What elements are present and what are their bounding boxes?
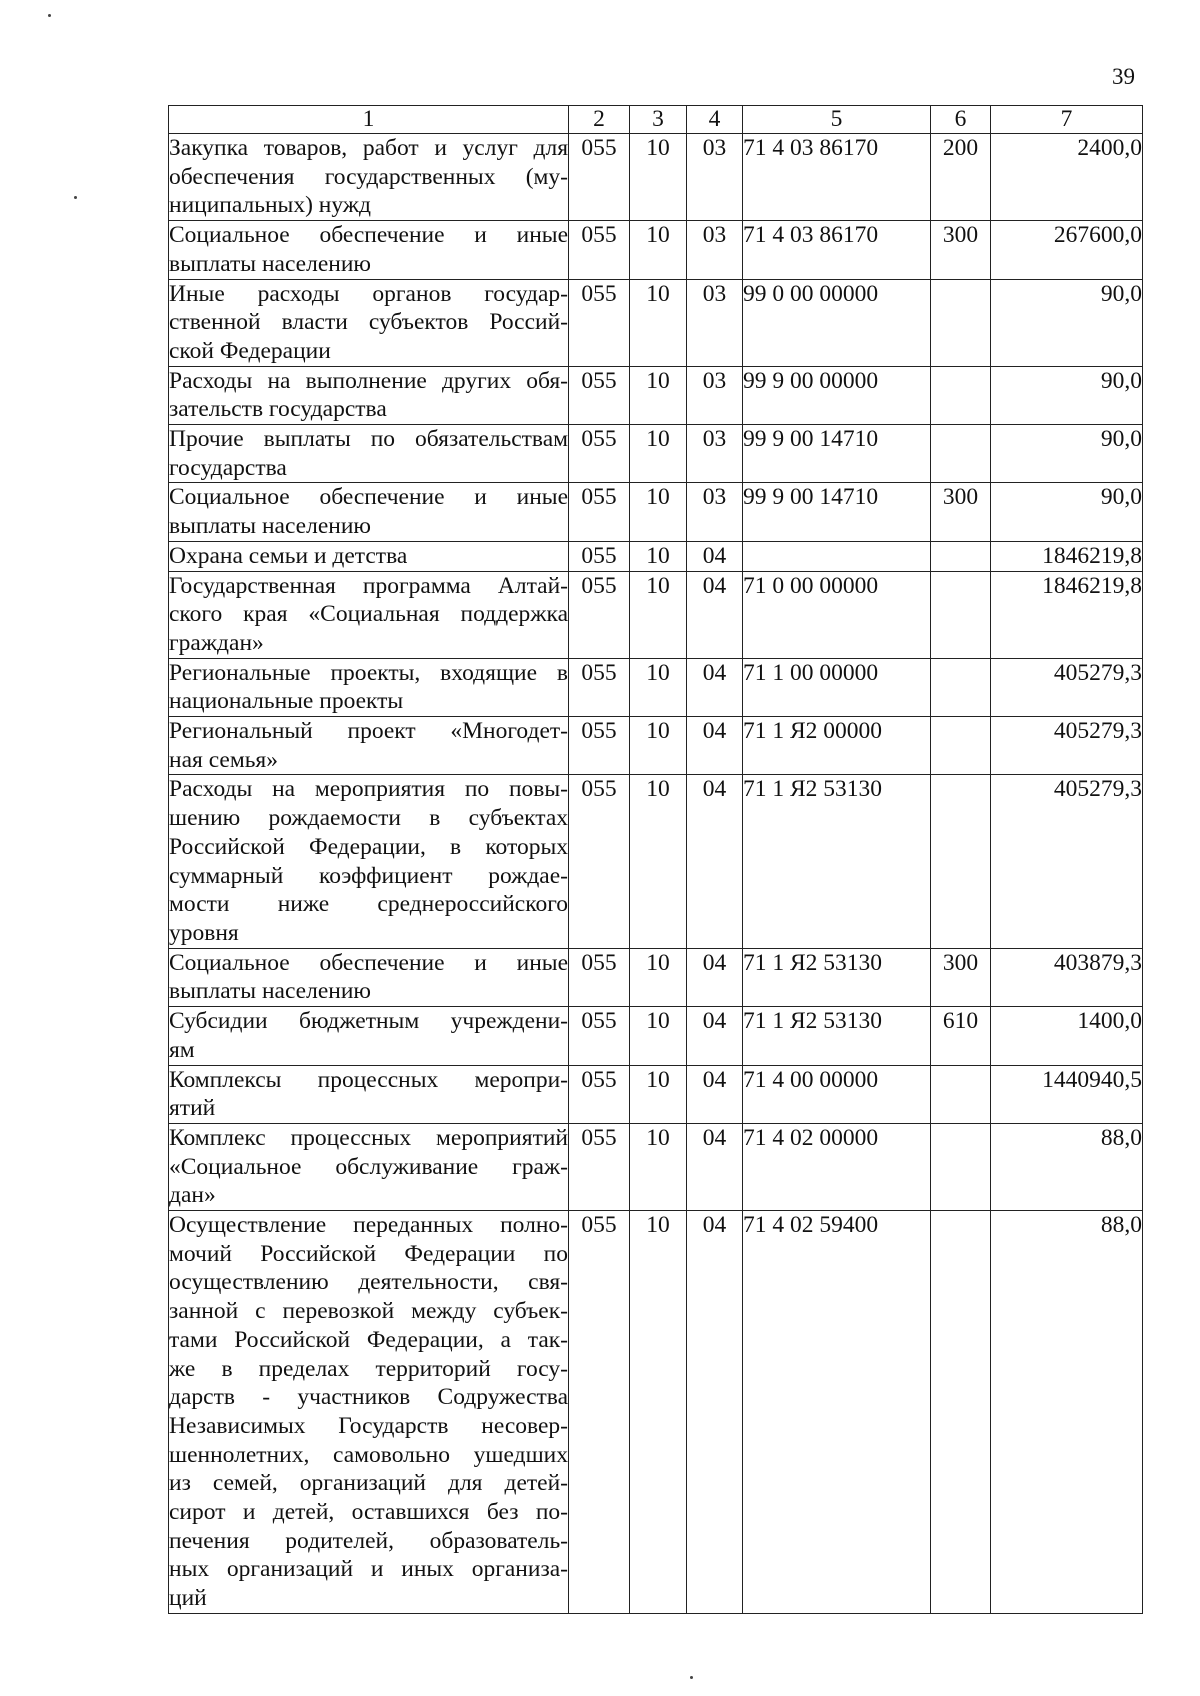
cell-target-article: 71 1 00 00000 [743, 658, 931, 716]
cell-section: 10 [630, 134, 687, 221]
column-header: 7 [991, 106, 1143, 134]
item-name-line: занной с перевозкой между субъек- [169, 1298, 568, 1325]
cell-expense-type: 200 [931, 134, 991, 221]
table-row [169, 483, 1143, 541]
cell-section: 10 [630, 658, 687, 716]
item-name-line: ная семья» [169, 746, 278, 773]
cell-item-name [169, 775, 569, 948]
cell-subsection: 04 [687, 717, 743, 775]
cell-amount: 90,0 [991, 366, 1143, 424]
item-name-line: суммарный коэффициент рождае- [169, 862, 568, 889]
cell-amount: 88,0 [991, 1123, 1143, 1210]
item-name-line: Иные расходы органов государ- [169, 280, 568, 307]
cell-target-article: 71 4 02 59400 [743, 1211, 931, 1614]
cell-subsection: 04 [687, 541, 743, 571]
cell-section: 10 [630, 425, 687, 483]
table-row [169, 279, 1143, 366]
cell-amount: 267600,0 [991, 221, 1143, 279]
cell-target-article: 99 9 00 14710 [743, 425, 931, 483]
cell-expense-type [931, 1211, 991, 1614]
cell-amount: 88,0 [991, 1211, 1143, 1614]
cell-grbs: 055 [569, 134, 630, 221]
item-name-line: из семей, организаций для детей- [169, 1470, 568, 1497]
cell-subsection: 03 [687, 279, 743, 366]
item-name-line: Независимых Государств несовер- [169, 1412, 568, 1439]
item-name-line: уровня [169, 919, 239, 946]
cell-expense-type: 300 [931, 948, 991, 1006]
table-row [169, 1211, 1143, 1614]
item-name-line: дарств - участников Содружества [169, 1384, 568, 1411]
cell-subsection: 04 [687, 1065, 743, 1123]
cell-subsection: 04 [687, 658, 743, 716]
cell-section: 10 [630, 483, 687, 541]
scan-speck [74, 196, 77, 199]
cell-expense-type [931, 1123, 991, 1210]
item-name-line: ской Федерации [169, 337, 331, 364]
item-name-line: Российской Федерации, в которых [169, 833, 568, 860]
item-name-line: «Социальное обслуживание граж- [169, 1153, 568, 1180]
cell-grbs: 055 [569, 279, 630, 366]
cell-section: 10 [630, 775, 687, 948]
item-name-line: Государственная программа Алтай- [169, 572, 568, 599]
column-header: 2 [569, 106, 630, 134]
cell-expense-type: 300 [931, 483, 991, 541]
cell-target-article: 99 9 00 14710 [743, 483, 931, 541]
cell-subsection: 03 [687, 221, 743, 279]
item-name-line: Социальное обеспечение и иные [169, 222, 568, 249]
item-name-line: зательств государства [169, 396, 387, 423]
item-name-line: Расходы на выполнение других обя- [169, 367, 568, 394]
cell-grbs: 055 [569, 1123, 630, 1210]
table-row [169, 1123, 1143, 1210]
cell-expense-type [931, 571, 991, 658]
cell-target-article: 71 1 Я2 00000 [743, 717, 931, 775]
table-row [169, 221, 1143, 279]
cell-amount: 405279,3 [991, 775, 1143, 948]
cell-section: 10 [630, 541, 687, 571]
cell-grbs: 055 [569, 483, 630, 541]
cell-target-article: 71 4 02 00000 [743, 1123, 931, 1210]
cell-subsection: 03 [687, 134, 743, 221]
cell-expense-type [931, 279, 991, 366]
table-row [169, 775, 1143, 948]
cell-target-article: 71 1 Я2 53130 [743, 948, 931, 1006]
table-body [169, 134, 1143, 1614]
cell-item-name [169, 366, 569, 424]
item-name-line: мочий Российской Федерации по [169, 1240, 568, 1267]
item-name-line: ниципальных) нужд [169, 192, 371, 219]
table-row [169, 134, 1143, 221]
item-name-line: Закупка товаров, работ и услуг для [169, 135, 568, 161]
item-name-line: обеспечения государственных (му- [169, 163, 568, 190]
item-name-line: Комплексы процессных меропри- [169, 1066, 568, 1093]
cell-target-article: 99 9 00 00000 [743, 366, 931, 424]
cell-amount: 405279,3 [991, 717, 1143, 775]
cell-grbs: 055 [569, 366, 630, 424]
cell-item-name [169, 948, 569, 1006]
scan-speck [48, 14, 51, 17]
cell-subsection: 04 [687, 1211, 743, 1614]
cell-section: 10 [630, 366, 687, 424]
item-name-line: ятий [169, 1095, 216, 1122]
item-name-line: Региональный проект «Многодет- [169, 718, 568, 745]
cell-amount: 403879,3 [991, 948, 1143, 1006]
item-name-line: Региональные проекты, входящие в [169, 659, 568, 686]
item-name-line: национальные проекты [169, 688, 404, 715]
item-name-line: Комплекс процессных мероприятий [169, 1124, 568, 1151]
table-row [169, 658, 1143, 716]
cell-target-article: 71 1 Я2 53130 [743, 1007, 931, 1065]
cell-expense-type [931, 775, 991, 948]
cell-section: 10 [630, 1007, 687, 1065]
cell-grbs: 055 [569, 775, 630, 948]
item-name-line: сирот и детей, оставшихся без по- [169, 1499, 568, 1526]
item-name-line: мости ниже среднероссийского [169, 891, 568, 918]
item-name-line: ных организаций и иных организа- [169, 1556, 568, 1583]
cell-expense-type [931, 1065, 991, 1123]
cell-amount: 1400,0 [991, 1007, 1143, 1065]
cell-amount: 2400,0 [991, 134, 1143, 221]
page-number: 39 [1112, 64, 1135, 89]
table-row [169, 1065, 1143, 1123]
scan-speck [690, 1676, 693, 1679]
cell-subsection: 03 [687, 483, 743, 541]
item-name-line: граждан» [169, 629, 264, 656]
cell-section: 10 [630, 1211, 687, 1614]
cell-item-name [169, 221, 569, 279]
column-header: 5 [743, 106, 931, 134]
item-name-line: выплаты населению [169, 978, 371, 1005]
cell-section: 10 [630, 279, 687, 366]
item-name-line: Социальное обеспечение и иные [169, 484, 568, 511]
column-header: 1 [169, 106, 569, 134]
item-name-line: Расходы на мероприятия по повы- [169, 776, 568, 803]
cell-grbs: 055 [569, 221, 630, 279]
cell-target-article: 71 4 03 86170 [743, 221, 931, 279]
item-name-line: же в пределах территорий госу- [169, 1355, 568, 1382]
cell-expense-type [931, 425, 991, 483]
column-header: 6 [931, 106, 991, 134]
cell-target-article: 71 0 00 00000 [743, 571, 931, 658]
cell-amount: 90,0 [991, 425, 1143, 483]
item-name-line: ского края «Социальная поддержка [169, 601, 568, 628]
cell-section: 10 [630, 571, 687, 658]
cell-item-name [169, 1211, 569, 1614]
item-name-line: тами Российской Федерации, а так- [169, 1326, 568, 1353]
cell-section: 10 [630, 1123, 687, 1210]
item-name-line: ственной власти субъектов Россий- [169, 309, 568, 336]
table-row [169, 948, 1143, 1006]
cell-section: 10 [630, 221, 687, 279]
column-header: 3 [630, 106, 687, 134]
cell-grbs: 055 [569, 658, 630, 716]
cell-grbs: 055 [569, 717, 630, 775]
table-row [169, 366, 1143, 424]
cell-grbs: 055 [569, 1007, 630, 1065]
cell-expense-type [931, 366, 991, 424]
cell-item-name [169, 717, 569, 775]
cell-grbs: 055 [569, 948, 630, 1006]
cell-item-name [169, 134, 569, 221]
item-name-line: государства [169, 454, 287, 481]
column-header: 4 [687, 106, 743, 134]
cell-subsection: 03 [687, 366, 743, 424]
cell-amount: 405279,3 [991, 658, 1143, 716]
cell-expense-type: 300 [931, 221, 991, 279]
item-name-line: Прочие выплаты по обязательствам [169, 426, 568, 453]
cell-item-name [169, 541, 569, 571]
cell-item-name [169, 279, 569, 366]
item-name-line: шеннолетних, самовольно ушедших [169, 1441, 568, 1468]
table-header-row [169, 106, 1143, 134]
cell-item-name [169, 483, 569, 541]
cell-expense-type: 610 [931, 1007, 991, 1065]
cell-grbs: 055 [569, 1211, 630, 1614]
cell-target-article: 71 4 03 86170 [743, 134, 931, 221]
cell-section: 10 [630, 948, 687, 1006]
item-name-line: дан» [169, 1182, 216, 1209]
cell-item-name [169, 1123, 569, 1210]
cell-item-name [169, 1007, 569, 1065]
cell-amount: 1440940,5 [991, 1065, 1143, 1123]
cell-grbs: 055 [569, 425, 630, 483]
item-name-line: Социальное обеспечение и иные [169, 949, 568, 976]
cell-subsection: 04 [687, 1007, 743, 1065]
item-name-line: ям [169, 1036, 195, 1063]
item-name-line: выплаты населению [169, 513, 371, 540]
item-name-line: Осуществление переданных полно- [169, 1212, 568, 1239]
cell-amount: 90,0 [991, 279, 1143, 366]
table-row [169, 717, 1143, 775]
cell-subsection: 04 [687, 1123, 743, 1210]
cell-target-article: 71 1 Я2 53130 [743, 775, 931, 948]
cell-expense-type [931, 541, 991, 571]
item-name-line: Охрана семьи и детства [169, 542, 408, 569]
cell-target-article: 71 4 00 00000 [743, 1065, 931, 1123]
cell-grbs: 055 [569, 541, 630, 571]
cell-section: 10 [630, 1065, 687, 1123]
cell-expense-type [931, 658, 991, 716]
item-name-line: Субсидии бюджетным учреждени- [169, 1008, 568, 1035]
cell-amount: 1846219,8 [991, 571, 1143, 658]
cell-item-name [169, 658, 569, 716]
table-row [169, 1007, 1143, 1065]
cell-item-name [169, 571, 569, 658]
item-name-line: печения родителей, образователь- [169, 1527, 568, 1554]
table-row [169, 571, 1143, 658]
cell-item-name [169, 1065, 569, 1123]
item-name-line: ций [169, 1585, 207, 1612]
cell-subsection: 04 [687, 775, 743, 948]
cell-section: 10 [630, 717, 687, 775]
budget-table [168, 105, 1143, 1614]
cell-subsection: 03 [687, 425, 743, 483]
cell-target-article [743, 541, 931, 571]
cell-subsection: 04 [687, 948, 743, 1006]
cell-target-article: 99 0 00 00000 [743, 279, 931, 366]
cell-expense-type [931, 717, 991, 775]
cell-amount: 90,0 [991, 483, 1143, 541]
item-name-line: шению рождаемости в субъектах [169, 805, 568, 832]
cell-item-name [169, 425, 569, 483]
item-name-line: выплаты населению [169, 250, 371, 277]
table-row [169, 425, 1143, 483]
item-name-line: осуществлению деятельности, свя- [169, 1269, 568, 1296]
cell-grbs: 055 [569, 571, 630, 658]
cell-grbs: 055 [569, 1065, 630, 1123]
cell-amount: 1846219,8 [991, 541, 1143, 571]
cell-subsection: 04 [687, 571, 743, 658]
table-row [169, 541, 1143, 571]
